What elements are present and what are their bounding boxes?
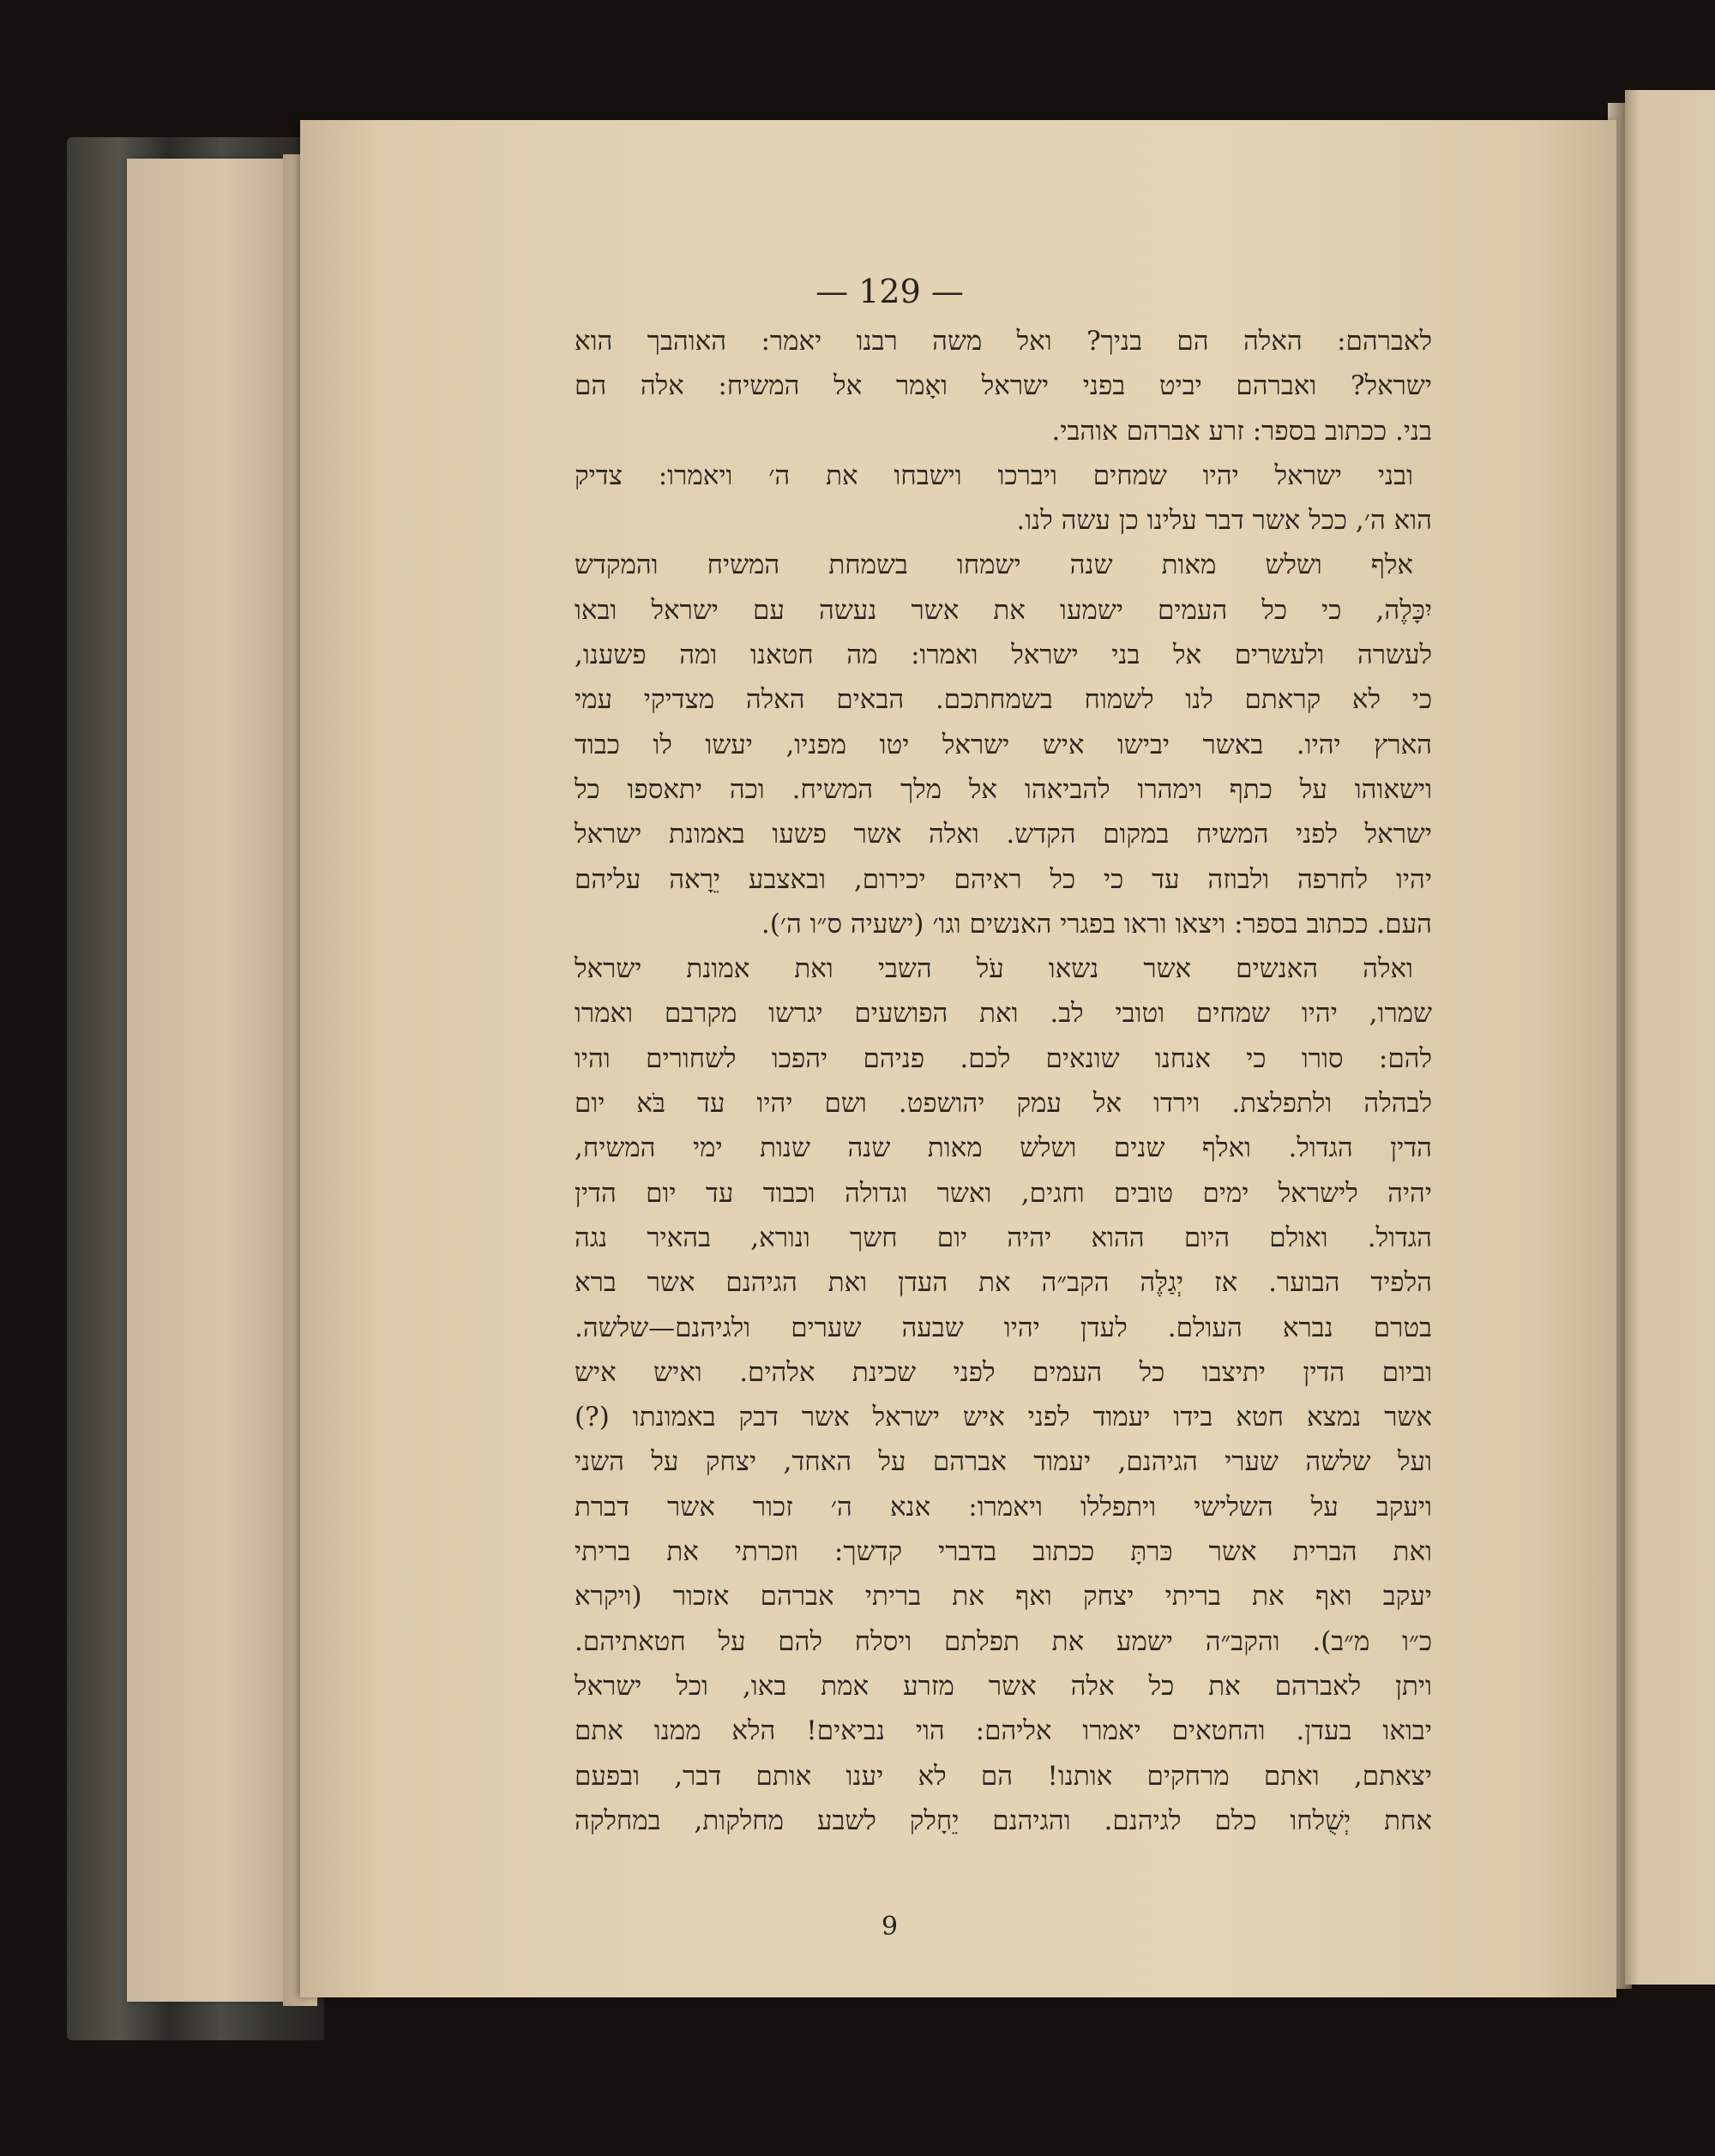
left-page-stack xyxy=(127,159,307,2002)
text-line: הלפיד הבוער. אז יְגַלֶּה הקב״ה את העדן ואת הגיהנם אשר ברא xyxy=(575,1267,1432,1299)
text-line: יהיה לישראל ימים טובים וחגים, ואשר וגדולה וכבוד עד יום הדין xyxy=(575,1177,1432,1209)
text-line: יבואו בעדן. והחטאים יאמרו אליהם: הוי נביאים! הלא ממנו אתם xyxy=(575,1715,1432,1747)
text-line: ויעקב על השלישי ויתפללו ויאמרו: אנא ה׳ זכור אשר דברת xyxy=(575,1491,1432,1522)
text-line: לאברהם: האלה הם בניך? ואל משה רבנו יאמר: האוהבך הוא xyxy=(575,326,1432,357)
text-line: יהיו לחרפה ולבוזה עד כי כל ראיהם יכירום, ובאצבע יֵרָאה עליהם xyxy=(575,863,1432,895)
text-line: ויתן לאברהם את כל אלה אשר מזרע אמת באו, וכל ישראל xyxy=(575,1670,1432,1702)
text-line: יצאתם, ואתם מרחקים אותנו! הם לא יענו אותם דבר, ובפעם xyxy=(575,1760,1432,1792)
text-line: להם: סורו כי אנחנו שונאים לכם. פניהם יהפכו לשחורים והיו xyxy=(575,1042,1432,1074)
page-number: — 129 — xyxy=(815,273,964,310)
text-line: וישאוהו על כתף וימהרו להביאהו אל מלך המשיח. וכה יתאספו כל xyxy=(575,773,1432,805)
book-page xyxy=(300,120,1616,1997)
text-line: לעשרה ולעשרים אל בני ישראל ואמרו: מה חטאנו ומה פשענו, xyxy=(575,640,1432,671)
text-line: ישראל לפני המשיח במקום הקדש. ואלה אשר פשעו באמונת ישראל xyxy=(575,819,1433,850)
text-line: ואלה האנשים אשר נשאו עֹל השבי ואת אמונת ישראל xyxy=(575,953,1413,985)
text-line: אחת יְשֻׁלחו כלם לגיהנם. והגיהנם יֵחָלק לשבע מחלקות, במחלקה xyxy=(575,1805,1432,1836)
text-line: הדין הגדול. ואלף שנים ושלש מאות שנה שנות ימי המשיח, xyxy=(575,1132,1432,1164)
text-line: שמרו, יהיו שמחים וטובי לב. ואת הפושעים יגרשו מקרבם ואמרו xyxy=(575,998,1432,1030)
text-line: כי לא קראתם לנו לשמוח בשמחתכם. הבאים האלה מצדיקי עמי xyxy=(575,684,1432,716)
text-line: יִכָּלֶה, כי כל העמים ישמעו את אשר נעשה עם ישראל ובאו xyxy=(575,594,1432,626)
text-line: כ״ו מ״ב). והקב״ה ישמע את תפלתם ויסלח להם על חטאתיהם. xyxy=(575,1625,1432,1657)
text-line: הגדול. ואולם היום ההוא יהיה יום חשך ונורא, בהאיר נגה xyxy=(575,1222,1432,1253)
text-line: אלף ושלש מאות שנה ישמחו בשמחת המשיח והמקדש xyxy=(575,550,1413,581)
text-line: יעקב ואף את בריתי יצחק ואף את בריתי אברהם אזכור (ויקרא xyxy=(575,1581,1432,1612)
right-page-edge xyxy=(1625,90,1715,1985)
text-line: לבהלה ולתפלצת. וירדו אל עמק יהושפט. ושם יהיו עד בֹּא יום xyxy=(575,1088,1432,1120)
text-line: העם. ככתוב בספר: ויצאו וראו בפגרי האנשים וגו׳ (ישעיה ס״ו ה׳). xyxy=(761,908,1432,940)
text-line: ישראל? ואברהם יביט בפני ישראל ואָמר אל המשיח: אלה הם xyxy=(575,370,1432,402)
text-line: ואת הברית אשר כּרתָּ ככתוב בדברי קדשך: וזכרתי את בריתי xyxy=(575,1536,1432,1568)
text-line: בני. ככתוב בספר: זרע אברהם אוהבי. xyxy=(1051,415,1432,447)
text-line: אשר נמצא חטא בידו יעמוד לפני איש ישראל אשר דבק באמונתו (?) xyxy=(575,1402,1432,1433)
text-line: ובני ישראל יהיו שמחים ויברכו וישבחו את ה׳ ויאמרו: צדיק xyxy=(575,459,1413,491)
signature-mark: 9 xyxy=(881,1912,899,1942)
text-line: הוא ה׳, ככל אשר דבר עלינו כן עשה לנו. xyxy=(1016,505,1432,537)
text-line: הארץ יהיו. באשר יבישו איש ישראל יטו מפניו, יעשו לו כבוד xyxy=(575,729,1432,760)
text-line: ועל שלשה שערי הגיהנם, יעמוד אברהם על האחד, יצחק על השני xyxy=(575,1446,1432,1478)
text-line: וביום הדין יתיצבו כל העמים לפני שכינת אלהים. ואיש איש xyxy=(575,1356,1432,1388)
page-text xyxy=(575,319,1432,1843)
text-line: בטרם נברא העולם. לעדן יהיו שבעה שערים ולגיהנם—שלשה. xyxy=(575,1312,1432,1343)
